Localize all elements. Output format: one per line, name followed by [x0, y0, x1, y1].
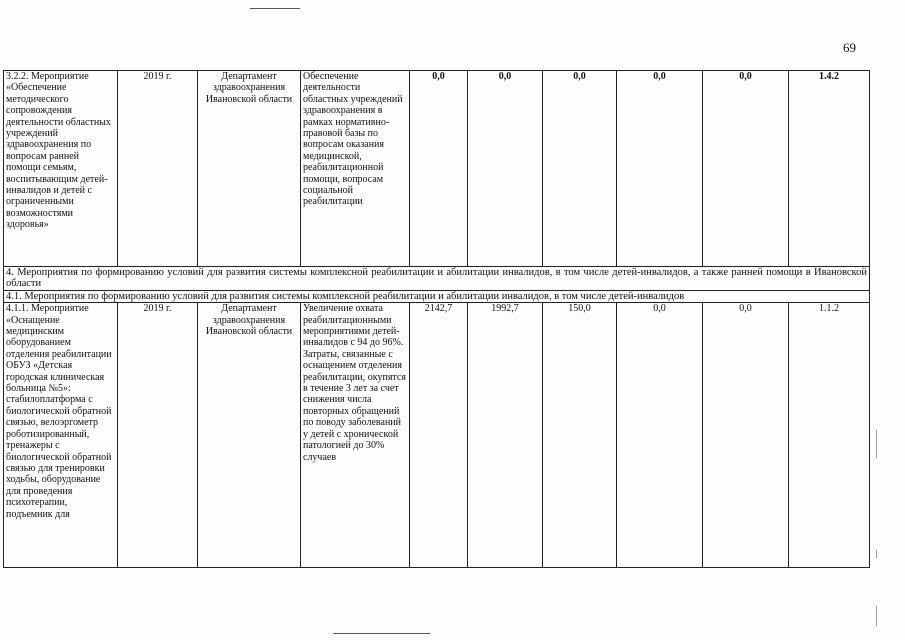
value-cell-1: 2142,7: [410, 303, 468, 568]
executor-cell: Департамент здравоохранения Ивановской области: [198, 71, 301, 267]
page-number: 69: [843, 40, 856, 55]
scan-artifact-edge: [876, 430, 878, 630]
executor-cell: Департамент здравоохранения Ивановской области: [198, 303, 301, 568]
value-cell-5: 0,0: [703, 71, 789, 267]
value-cell-3: 0,0: [543, 71, 617, 267]
table-row-3-2-2: [4, 71, 870, 267]
indicator-code-cell: 1.4.2: [789, 71, 870, 267]
value-cell-2: 1992,7: [468, 303, 543, 568]
measure-name-cell: 4.1.1. Мероприятие «Оснащение медицинским оборудованием отделения реабилитации ОБУЗ «Детская городская клиническая больница №5»: стабилоплатформа с биологической обратной связью, велоэргометр роботизированный, тренажеры с биологической обратной связью для тренировки ходьбы, оборудование для проведения психотерапии, подъемник для: [4, 303, 118, 568]
scan-artifact-top: [250, 8, 300, 9]
value-cell-4: 0,0: [617, 303, 703, 568]
year-cell: 2019 г.: [118, 303, 198, 568]
table-row-4-1-1: [4, 303, 870, 568]
expected-result-cell: Обеспечение деятельности областных учреждений здравоохранения в рамках нормативно-правовой базы по вопросам оказания медицинской, реабилитационной помощи, вопросам социальной реабилитации: [301, 71, 410, 267]
value-cell-2: 0,0: [468, 71, 543, 267]
section-heading-row-4: [4, 267, 870, 291]
section-heading-4-1: 4.1. Мероприятия по формированию условий для развития системы комплексной реабилитации и абилитации инвалидов, в том числе детей-инвалидов: [4, 290, 870, 302]
measure-name-cell: 3.2.2. Мероприятие «Обеспечение методического сопровождения деятельности областных учреждений здравоохранения по вопросам ранней помощи семьям, воспитывающим детей-инвалидов и детей с ограниченными возможностями здоровья»: [4, 71, 118, 267]
value-cell-1: 0,0: [410, 71, 468, 267]
year-cell: 2019 г.: [118, 71, 198, 267]
section-heading-row-4-1: [4, 290, 870, 302]
value-cell-4: 0,0: [617, 71, 703, 267]
measures-table: [3, 70, 870, 568]
section-heading-4: 4. Мероприятия по формированию условий для развития системы комплексной реабилитации и абилитации инвалидов, в том числе детей-инвалидов, а также ранней помощи в Ивановской области: [4, 267, 870, 291]
indicator-code-cell: 1.1.2: [789, 303, 870, 568]
expected-result-cell: Увеличение охвата реабилитационными мероприятиями детей-инвалидов с 94 до 96%. Затраты, связанные с оснащением отделения реабилитации, окупятся в течение 3 лет за счет снижения числа повторных обращений по поводу заболеваний у детей с хронической патологией до 30% случаев: [301, 303, 410, 568]
value-cell-5: 0,0: [703, 303, 789, 568]
scan-artifact-bottom: [333, 633, 430, 634]
value-cell-3: 150,0: [543, 303, 617, 568]
